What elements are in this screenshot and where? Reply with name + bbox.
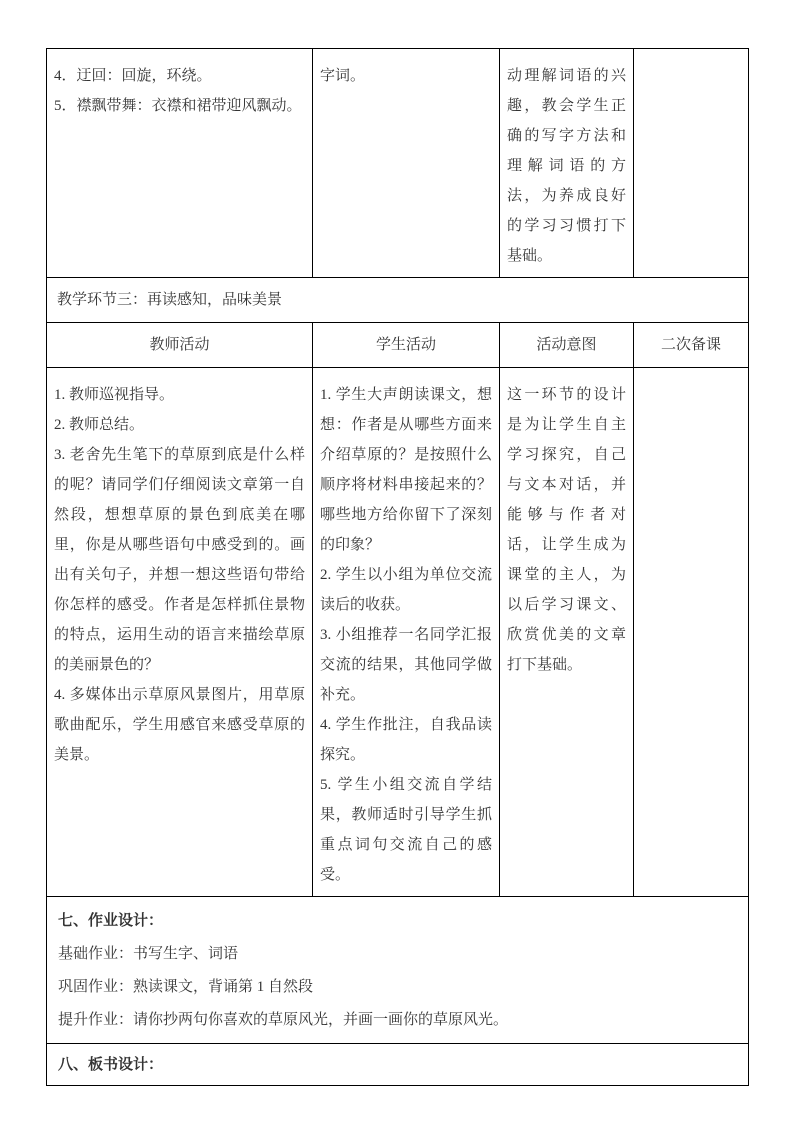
homework-item-basic: 基础作业：书写生字、词语	[58, 946, 239, 962]
teacher-activity-item: 1. 教师巡视指导。	[54, 387, 175, 403]
homework-design-row	[47, 897, 749, 1044]
lesson-plan-table	[46, 48, 749, 1086]
board-design-row	[47, 1044, 749, 1086]
homework-design-cell	[47, 897, 749, 1044]
header-teacher-activity: 教师活动	[47, 323, 313, 368]
activity-intent-text: 这一环节的设计是为让学生自主学习探究，自己与文本对话，并能够与作者对话，让学生成为课堂的主人，为以后学习课文、欣赏优美的文章打下基础。	[507, 387, 626, 673]
student-activity-continuation-text: 字词。	[320, 68, 366, 84]
second-preparation-continuation-cell	[634, 49, 749, 278]
homework-title: 七、作业设计：	[58, 913, 164, 929]
stage-three-activity-row	[47, 368, 749, 897]
teacher-activity-item: 4. 多媒体出示草原风景图片，用草原歌曲配乐，学生用感官来感受草原的美景。	[54, 687, 305, 763]
student-activity-item: 5. 学生小组交流自学结果，教师适时引导学生抓重点词句交流自己的感受。	[320, 777, 492, 883]
student-activity-item: 4. 学生作批注，自我品读探究。	[320, 717, 492, 763]
header-student-activity: 学生活动	[313, 323, 500, 368]
teacher-activity-item: 3. 老舍先生笔下的草原到底是什么样的呢？请同学们仔细阅读文章第一自然段，想想草原的景色到底美在哪里，你是从哪些语句中感受到的。画出有关句子，并想一想这些语句带给你怎样的感受。作者是怎样抓住景物的特点，运用生动的语言来描绘草原的美丽景色的？	[54, 447, 305, 673]
board-design-cell	[47, 1044, 749, 1086]
header-second-preparation: 二次备课	[634, 323, 749, 368]
student-activity-item: 2. 学生以小组为单位交流读后的收获。	[320, 567, 492, 613]
teaching-stage-title: 教学环节三：再读感知，品味美景	[47, 278, 749, 323]
teacher-activity-cell	[47, 368, 313, 897]
activity-intent-cell	[500, 368, 634, 897]
board-design-title: 八、板书设计：	[58, 1056, 164, 1073]
teacher-activity-item: 2. 教师总结。	[54, 417, 145, 433]
student-activity-continuation-cell	[313, 49, 500, 278]
header-activity-intent: 活动意图	[500, 323, 634, 368]
student-activity-item: 3. 小组推荐一名同学汇报交流的结果，其他同学做补充。	[320, 627, 492, 703]
homework-item-consolidate: 巩固作业：熟读课文，背诵第 1 自然段	[58, 979, 314, 995]
homework-item-advance: 提升作业：请你抄两句你喜欢的草原风光，并画一画你的草原风光。	[58, 1012, 509, 1028]
vocab-notes-cell	[47, 49, 313, 278]
vocab-continuation-row	[47, 49, 749, 278]
column-header-row	[47, 323, 749, 368]
student-activity-cell	[313, 368, 500, 897]
vocab-item-4: 4．迂回：回旋，环绕。	[54, 68, 212, 84]
student-activity-item: 1. 学生大声朗读课文，想想：作者是从哪些方面来介绍草原的？是按照什么顺序将材料串接起来的？哪些地方给你留下了深刻的印象？	[320, 387, 492, 553]
teaching-stage-row	[47, 278, 749, 323]
activity-intent-continuation-text: 动理解词语的兴趣，教会学生正确的写字方法和理解词语的方法，为养成良好的学习习惯打下基础。	[507, 68, 626, 264]
second-preparation-cell	[634, 368, 749, 897]
activity-intent-continuation-cell	[500, 49, 634, 278]
vocab-item-5: 5．襟飘带舞：衣襟和裙带迎风飘动。	[54, 98, 302, 114]
